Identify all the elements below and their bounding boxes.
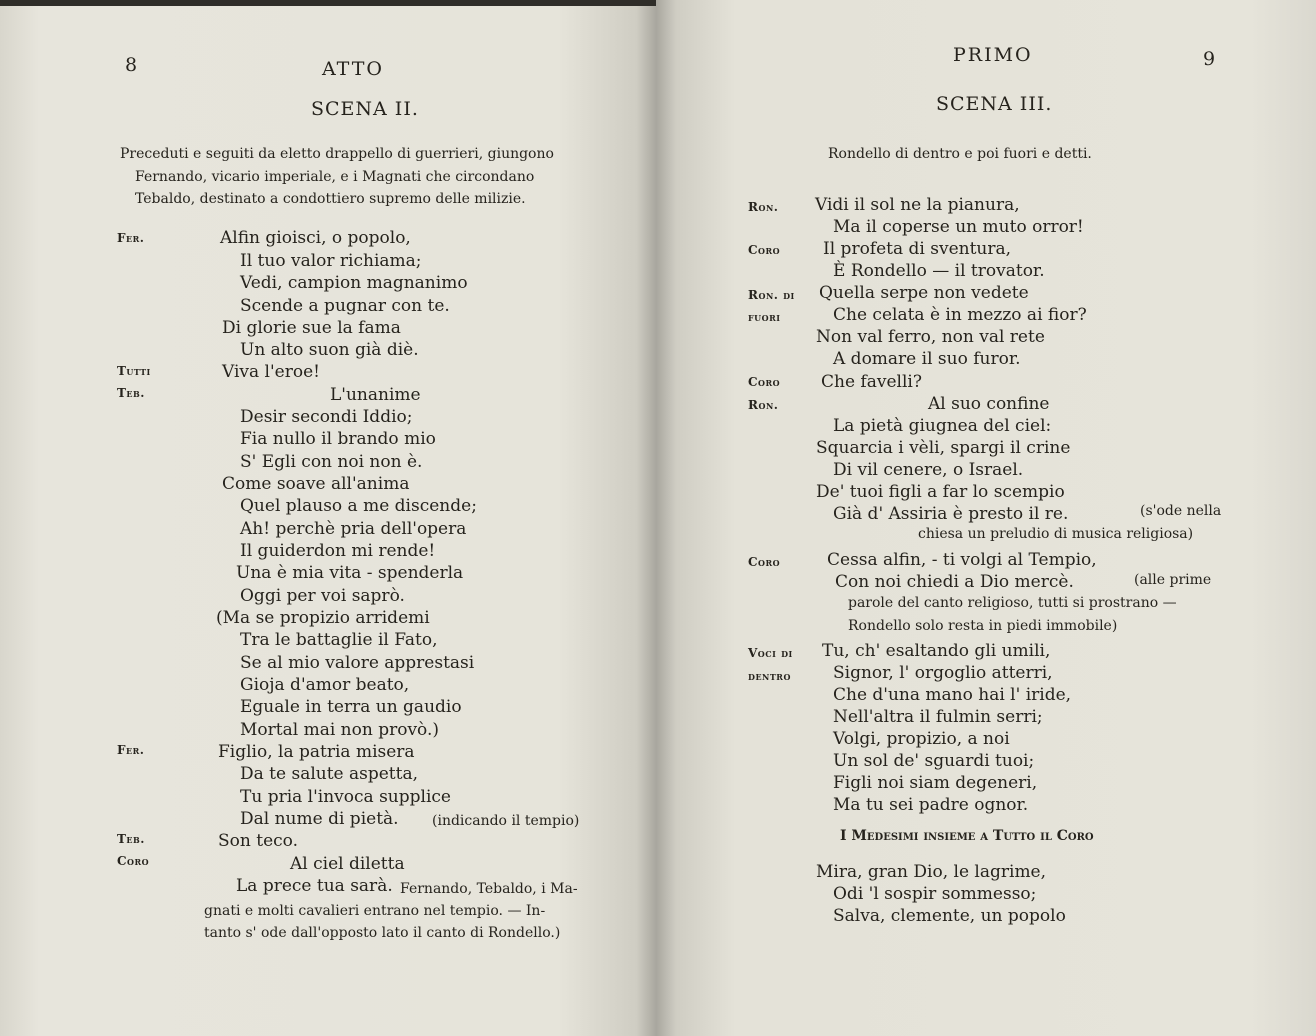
verse-line: Desir secondi Iddio; — [240, 407, 413, 427]
stage-direction-line: tanto s' ode dall'opposto lato il canto di Rondello.) — [204, 925, 561, 941]
verse-line: È Rondello — il trovator. — [833, 261, 1045, 281]
verse-line: Fia nullo il brando mio — [240, 429, 436, 449]
verse-line: Già d' Assiria è presto il re. — [833, 504, 1069, 524]
verse-line: Odi 'l sospir sommesso; — [833, 884, 1037, 904]
stage-direction-line: (s'ode nella — [1140, 503, 1222, 519]
speaker-label: Coro — [748, 555, 781, 569]
verse-line: De' tuoi figli a far lo scempio — [816, 482, 1065, 502]
speaker-label: Coro — [748, 375, 781, 389]
verse-line: Se al mio valore apprestasi — [240, 653, 475, 673]
speaker-label: Ron. — [748, 398, 779, 412]
speaker-label: Teb. — [117, 832, 145, 846]
running-head: PRIMO — [953, 44, 1033, 66]
verse-line: Ma il coperse un muto orror! — [833, 217, 1084, 237]
stage-direction-line: Fernando, Tebaldo, i Ma- — [400, 881, 578, 897]
verse-line: Figlio, la patria misera — [218, 742, 415, 762]
verse-line: Al suo confine — [928, 394, 1050, 414]
verse-line: Un sol de' sguardi tuoi; — [833, 751, 1035, 771]
speaker-label: Fer. — [117, 231, 145, 245]
stage-direction-line: parole del canto religioso, tutti si prostrano — — [848, 595, 1177, 611]
verse-line: Il guiderdon mi rende! — [240, 541, 436, 561]
ensemble-heading: I Medesimi insieme a Tutto il Coro — [840, 828, 1094, 844]
verse-line: Dal nume di pietà. — [240, 809, 399, 829]
speaker-label: dentro — [748, 669, 791, 683]
verse-line: Vidi il sol ne la pianura, — [815, 195, 1020, 215]
scene-title: SCENA II. — [311, 98, 419, 120]
speaker-label: Ron. di — [748, 288, 795, 302]
verse-line: Al ciel diletta — [290, 854, 405, 874]
verse-line: Signor, l' orgoglio atterri, — [833, 663, 1053, 683]
page-number: 8 — [125, 54, 138, 76]
verse-line: Mortal mai non provò.) — [240, 720, 440, 740]
verse-line: Da te salute aspetta, — [240, 764, 419, 784]
verse-line: Mira, gran Dio, le lagrime, — [816, 862, 1047, 882]
stage-direction-line: Tebaldo, destinato a condottiero supremo delle milizie. — [135, 191, 526, 207]
verse-line: A domare il suo furor. — [833, 349, 1021, 369]
stage-direction-line: chiesa un preludio di musica religiosa) — [918, 526, 1194, 542]
verse-line: Cessa alfin, - ti volgi al Tempio, — [827, 550, 1097, 570]
speaker-label: Tutti — [117, 364, 151, 378]
page-number: 9 — [1203, 48, 1216, 70]
verse-line: Un alto suon già diè. — [240, 340, 419, 360]
verse-line: Che celata è in mezzo ai fior? — [833, 305, 1087, 325]
verse-line: Oggi per voi saprò. — [240, 586, 405, 606]
stage-direction-line: Rondello solo resta in piedi immobile) — [848, 618, 1118, 634]
speaker-label: Ron. — [748, 200, 779, 214]
verse-line: Con noi chiedi a Dio mercè. — [835, 572, 1074, 592]
verse-line: Scende a pugnar con te. — [240, 296, 450, 316]
speaker-label: Coro — [748, 243, 781, 257]
verse-line: Alfin gioisci, o popolo, — [220, 228, 411, 248]
verse-line: Son teco. — [218, 831, 298, 851]
stage-direction-line: (alle prime — [1134, 572, 1212, 588]
speaker-label: fuori — [748, 310, 781, 324]
right-page — [656, 0, 1316, 1036]
verse-line: (Ma se propizio arridemi — [216, 608, 430, 628]
verse-line: Viva l'eroe! — [222, 362, 320, 382]
verse-line: Come soave all'anima — [222, 474, 410, 494]
verse-line: Figli noi siam degeneri, — [833, 773, 1038, 793]
stage-direction: (indicando il tempio) — [432, 813, 580, 829]
scene-title: SCENA III. — [936, 93, 1053, 115]
verse-line: Volgi, propizio, a noi — [833, 729, 1010, 749]
verse-line: Una è mia vita - spenderla — [236, 563, 464, 583]
verse-line: Squarcia i vèli, spargi il crine — [816, 438, 1071, 458]
verse-line: Il tuo valor richiama; — [240, 251, 422, 271]
verse-line: Eguale in terra un gaudio — [240, 697, 462, 717]
verse-line: S' Egli con noi non è. — [240, 452, 423, 472]
speaker-label: Fer. — [117, 743, 145, 757]
verse-line: Nell'altra il fulmin serri; — [833, 707, 1043, 727]
verse-line: Ma tu sei padre ognor. — [833, 795, 1029, 815]
verse-line: Non val ferro, non val rete — [816, 327, 1045, 347]
speaker-label: Teb. — [117, 386, 145, 400]
stage-direction-line: gnati e molti cavalieri entrano nel tempio. — In- — [204, 903, 546, 919]
verse-line: Quel plauso a me discende; — [240, 496, 477, 516]
verse-line: Che favelli? — [821, 372, 922, 392]
running-head: ATTO — [322, 58, 384, 80]
verse-line: Tra le battaglie il Fato, — [240, 630, 438, 650]
verse-line: L'unanime — [330, 385, 421, 405]
verse-line: Che d'una mano hai l' iride, — [833, 685, 1072, 705]
verse-line: La pietà giugnea del ciel: — [833, 416, 1052, 436]
verse-line: Tu pria l'invoca supplice — [240, 787, 451, 807]
stage-direction: Rondello di dentro e poi fuori e detti. — [828, 146, 1092, 162]
verse-line: La prece tua sarà. — [236, 876, 393, 896]
left-page — [0, 0, 656, 1036]
verse-line: Salva, clemente, un popolo — [833, 906, 1066, 926]
verse-line: Di glorie sue la fama — [222, 318, 401, 338]
stage-direction-line: Fernando, vicario imperiale, e i Magnati che circondano — [135, 169, 535, 185]
verse-line: Quella serpe non vedete — [819, 283, 1029, 303]
verse-line: Il profeta di sventura, — [823, 239, 1012, 259]
verse-line: Tu, ch' esaltando gli umili, — [822, 641, 1051, 661]
verse-line: Di vil cenere, o Israel. — [833, 460, 1024, 480]
speaker-label: Voci di — [748, 646, 793, 660]
stage-direction-line: Preceduti e seguiti da eletto drappello di guerrieri, giungono — [120, 146, 554, 162]
speaker-label: Coro — [117, 854, 150, 868]
verse-line: Vedi, campion magnanimo — [240, 273, 468, 293]
verse-line: Gioja d'amor beato, — [240, 675, 410, 695]
verse-line: Ah! perchè pria dell'opera — [240, 519, 467, 539]
